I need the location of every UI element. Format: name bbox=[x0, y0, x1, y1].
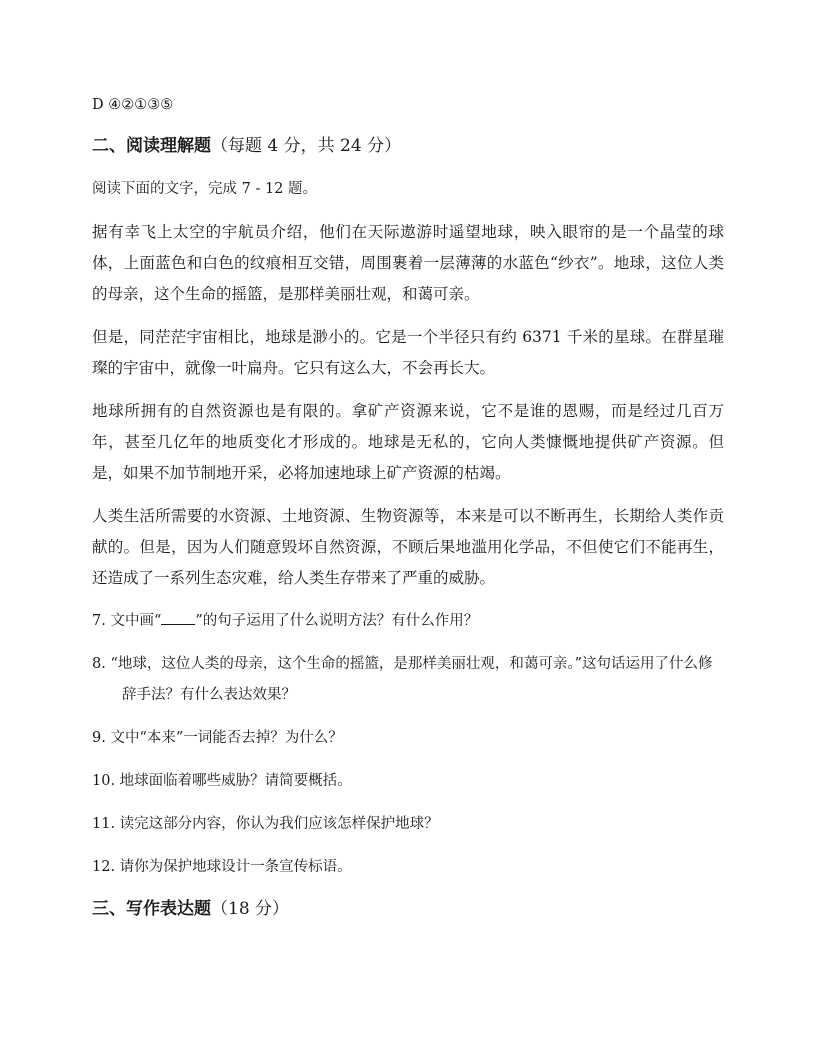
passage-paragraph-3: 地球所拥有的自然资源也是有限的。拿矿产资源来说，它不是谁的恩赐，而是经过几百万年，甚至几亿年的地质变化才形成的。地球是无私的，它向人类慷慨地提供矿产资源。但是，如果不加节制地开采，必将加速地球上矿产资源的枯竭。 bbox=[92, 402, 724, 482]
question-10: 10. 地球面临着哪些威胁？请简要概括。 bbox=[92, 773, 352, 789]
option-d: D ④②①③⑤ bbox=[92, 97, 174, 113]
section-score-note: （18 分） bbox=[211, 899, 290, 919]
question-7-before: 7. 文中画“ bbox=[92, 613, 162, 629]
question-8: 8. “地球，这位人类的母亲，这个生命的摇篮，是那样美丽壮观，和蔼可亲。”这句话运用了什么修辞手法？有什么表达效果？ bbox=[92, 656, 713, 703]
section-heading-writing bbox=[92, 895, 724, 923]
passage-paragraph-1: 据有幸飞上太空的宇航员介绍，他们在天际遨游时遥望地球，映入眼帘的是一个晶莹的球体，上面蓝色和白色的纹痕相互交错，周围裹着一层薄薄的水蓝色“纱衣”。地球，这位人类的母亲，这个生命的摇篮，是那样美丽壮观，和蔼可亲。 bbox=[92, 223, 724, 303]
section-title: 三、写作表达题 bbox=[92, 899, 211, 919]
section-heading-reading bbox=[92, 132, 724, 160]
document-page bbox=[92, 92, 724, 937]
underline-blank bbox=[161, 608, 195, 625]
section-title: 二、阅读理解题 bbox=[92, 136, 211, 156]
question-9: 9. 文中“本来”一词能否去掉？为什么？ bbox=[92, 730, 343, 746]
question-11: 11. 读完这部分内容，你认为我们应该怎样保护地球？ bbox=[92, 816, 439, 832]
question-7-after: ”的句子运用了什么说明方法？有什么作用？ bbox=[195, 613, 479, 629]
question-7 bbox=[92, 606, 724, 637]
passage-paragraph-2: 但是，同茫茫宇宙相比，地球是渺小的。它是一个半径只有约 6371 千米的星球。在群星璀璨的宇宙中，就像一叶扁舟。它只有这么大，不会再长大。 bbox=[92, 328, 724, 377]
question-12: 12. 请你为保护地球设计一条宣传标语。 bbox=[92, 859, 352, 875]
reading-instruction: 阅读下面的文字，完成 7 - 12 题。 bbox=[92, 181, 318, 197]
passage-paragraph-4: 人类生活所需要的水资源、土地资源、生物资源等，本来是可以不断再生，长期给人类作贡献的。但是，因为人们随意毁坏自然资源，不顾后果地滥用化学品，不但使它们不能再生，还造成了一系列生态灾难，给人类生存带来了严重的威胁。 bbox=[92, 507, 724, 587]
section-score-note: （每题 4 分，共 24 分） bbox=[211, 136, 402, 156]
